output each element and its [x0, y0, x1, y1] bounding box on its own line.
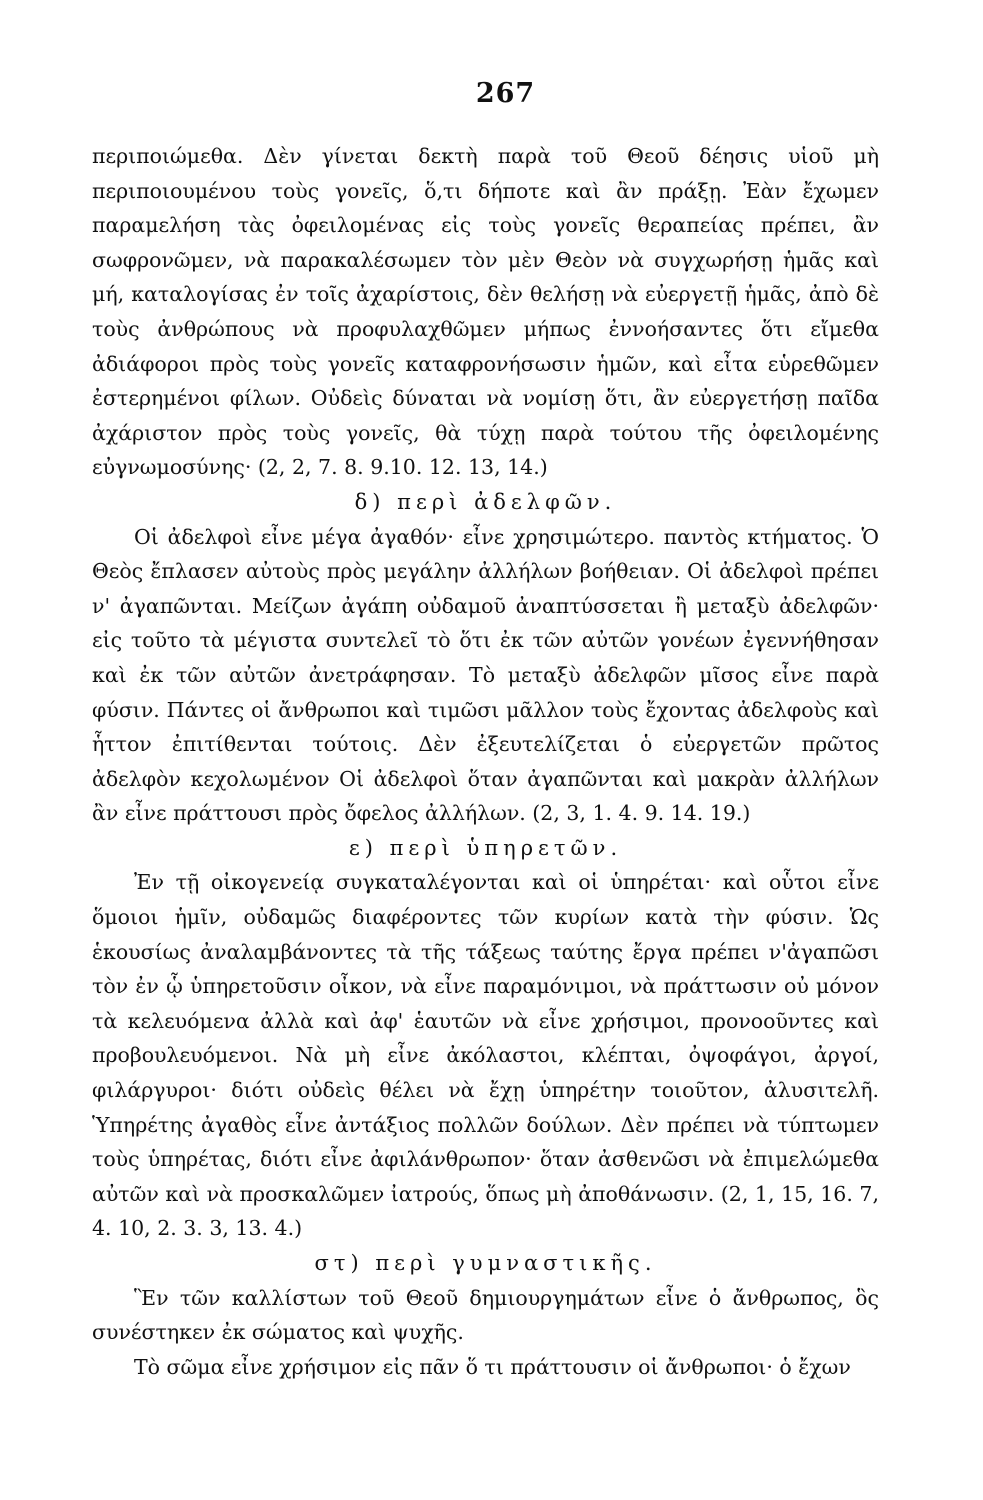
- paragraph-servants: Ἐν τῇ οἰκογενείᾳ συγκαταλέγονται καὶ οἱ ὑπηρέται· καὶ οὗτοι εἶνε ὅμοιοι ἡμῖν, οὐδαμῶς διαφέροντες τῶν κυρίων κατὰ τὴν φύσιν. Ὡς ἑκουσίως ἀναλαμβάνοντες τὰ τῆς τάξεως ταύτης ἔργα πρέπει ν'ἀγαπῶσι τὸν ἐν ᾧ ὑπηρετοῦσιν οἶκον, νὰ εἶνε παραμόνιμοι, νὰ πράττωσιν οὐ μόνον τὰ κελευόμενα ἀλλὰ καὶ ἀφ' ἑαυτῶν νὰ εἶνε χρήσιμοι, προνοοῦντες καὶ προβουλευόμενοι. Νὰ μὴ εἶνε ἀκόλαστοι, κλέπται, ὀψοφάγοι, ἀργοί, φιλάργυροι· διότι οὐδεὶς θέλει νὰ ἔχῃ ὑπηρέτην τοιοῦτον, ἀλυσιτελῆ. Ὑπηρέτης ἀγαθὸς εἶνε ἀντάξιος πολλῶν δούλων. Δὲν πρέπει νὰ τύπτωμεν τοὺς ὑπηρέτας, διότι εἶνε ἀφιλάνθρωπον· ὅταν ἀσθενῶσι νὰ ἐπιμελώμεθα αὐτῶν καὶ νὰ προσκαλῶμεν ἰατρούς, ὅπως μὴ ἀποθάνωσιν. (2, 1, 15, 16. 7, 4. 10, 2. 3. 3, 13. 4.): [92, 870, 879, 1241]
- paragraph-gymnastics-2: Τὸ σῶμα εἶνε χρήσιμον εἰς πᾶν ὅ τι πράττουσιν οἱ ἄνθρωποι· ὁ ἔχων: [134, 1354, 851, 1379]
- page-number: 267: [475, 78, 536, 109]
- section-heading-siblings: δ) περὶ ἀδελφῶν.: [354, 489, 617, 514]
- paragraph-siblings: Οἱ ἀδελφοὶ εἶνε μέγα ἀγαθόν· εἶνε χρησιμώτερο. παντὸς κτήματος. Ὁ Θεὸς ἔπλασεν αὐτοὺς πρὸς μεγάλην ἀλλήλων βοήθειαν. Οἱ ἀδελφοὶ πρέπει ν' ἀγαπῶνται. Μείζων ἀγάπη οὐδαμοῦ ἀναπτύσσεται ἢ μεταξὺ ἀδελφῶν· εἰς τοῦτο τὰ μέγιστα συντελεῖ τὸ ὅτι ἐκ τῶν αὐτῶν γονέων ἐγεννήθησαν καὶ ἐκ τῶν αὐτῶν ἀνετράφησαν. Τὸ μεταξὺ ἀδελφῶν μῖσος εἶνε παρὰ φύσιν. Πάντες οἱ ἄνθρωποι καὶ τιμῶσι μᾶλλον τοὺς ἔχοντας ἀδελφοὺς καὶ ἧττον ἐπιτίθενται τούτοις. Δὲν ἐξευτελίζεται ὁ εὐεργετῶν πρῶτος ἀδελφὸν κεχολωμένον Οἱ ἀδελφοὶ ὅταν ἀγαπῶνται καὶ μακρὰν ἀλλήλων ἂν εἶνε πράττουσι πρὸς ὄφελος ἀλλήλων. (2, 3, 1. 4. 9. 14. 19.): [92, 524, 879, 826]
- section-heading-gymnastics: στ) περὶ γυμναστικῆς.: [314, 1251, 657, 1275]
- paragraph-gymnastics-1: Ἓν τῶν καλλίστων τοῦ Θεοῦ δημιουργημάτων εἶνε ὁ ἄνθρωπος, ὃς συνέστηκεν ἐκ σώματος καὶ ψυχῆς.: [92, 1285, 879, 1345]
- section-heading-servants: ε) περὶ ὑπηρετῶν.: [348, 835, 623, 860]
- paragraph-parents-end: περιποιώμεθα. Δὲν γίνεται δεκτὴ παρὰ τοῦ Θεοῦ δέησις υἱοῦ μὴ περιποιουμένου τοὺς γονεῖς, ὅ,τι δήποτε καὶ ἂν πράξῃ. Ἐὰν ἔχωμεν παραμελήση τὰς ὀφειλομένας εἰς τοὺς γονεῖς θεραπείας πρέπει, ἂν σωφρονῶμεν, νὰ παρακαλέσωμεν τὸν μὲν Θεὸν νὰ συγχωρήσῃ ἡμᾶς καὶ μή, καταλογίσας ἐν τοῖς ἀχαρίστοις, δὲν θελήσῃ νὰ εὐεργετῇ ἡμᾶς, ἀπὸ δὲ τοὺς ἀνθρώπους νὰ προφυλαχθῶμεν μήπως ἐννοήσαντες ὅτι εἴμεθα ἀδιάφοροι πρὸς τοὺς γονεῖς καταφρονήσωσιν ἡμῶν, καὶ εἶτα εὑρεθῶμεν ἐστερημένοι φίλων. Οὐδεὶς δύναται νὰ νομίσῃ ὅτι, ἂν εὐεργετήσῃ παῖδα ἀχάριστον πρὸς τοὺς γονεῖς, θὰ τύχῃ παρὰ τούτου τῆς ὀφειλομένης εὐγνωμοσύνης· (2, 2, 7. 8. 9.10. 12. 13, 14.): [92, 144, 879, 480]
